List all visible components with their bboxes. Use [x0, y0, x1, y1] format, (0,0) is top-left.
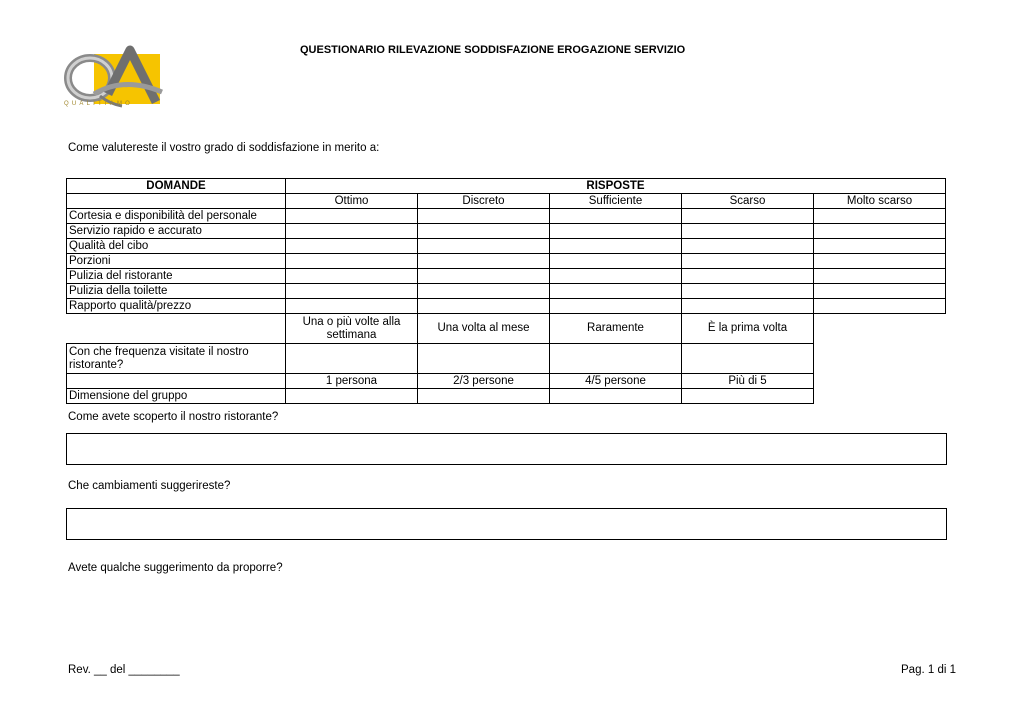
- question-label: Rapporto qualità/prezzo: [67, 299, 286, 314]
- table-row: [67, 239, 946, 254]
- answer-cell[interactable]: [814, 209, 946, 224]
- rating-label: Molto scarso: [814, 194, 946, 209]
- rating-label: Ottimo: [286, 194, 418, 209]
- answer-cell[interactable]: [418, 299, 550, 314]
- rating-label: Sufficiente: [550, 194, 682, 209]
- answer-cell[interactable]: [286, 389, 418, 404]
- discovery-question: Come avete scoperto il nostro ristorante?: [68, 411, 279, 423]
- answer-cell[interactable]: [418, 239, 550, 254]
- answer-cell[interactable]: [418, 254, 550, 269]
- table-row: [67, 299, 946, 314]
- answer-cell[interactable]: [550, 299, 682, 314]
- table-row: [67, 269, 946, 284]
- answer-cell[interactable]: [550, 269, 682, 284]
- answer-cell[interactable]: [286, 299, 418, 314]
- intro-text: Come valutereste il vostro grado di soddisfazione in merito a:: [68, 142, 380, 154]
- answer-cell[interactable]: [286, 269, 418, 284]
- answer-cell[interactable]: [814, 224, 946, 239]
- frequency-option: È la prima volta: [682, 314, 814, 344]
- changes-question: Che cambiamenti suggerireste?: [68, 480, 231, 492]
- answer-cell[interactable]: [286, 284, 418, 299]
- answer-cell[interactable]: [682, 284, 814, 299]
- suggestion-question: Avete qualche suggerimento da proporre?: [68, 562, 283, 574]
- ratings-row: [67, 194, 946, 209]
- answer-cell[interactable]: [550, 389, 682, 404]
- page-number: Pag. 1 di 1: [901, 664, 956, 676]
- answer-cell[interactable]: [418, 269, 550, 284]
- answer-cell[interactable]: [550, 344, 682, 374]
- logo-wordmark: QUALITIAMO: [64, 101, 134, 107]
- answer-cell[interactable]: [418, 284, 550, 299]
- frequency-options-row: [67, 314, 946, 344]
- answer-cell[interactable]: [682, 269, 814, 284]
- answer-cell[interactable]: [550, 239, 682, 254]
- answer-cell[interactable]: [814, 299, 946, 314]
- revision-label: Rev. __ del ________: [68, 664, 180, 676]
- answer-cell[interactable]: [286, 344, 418, 374]
- answer-cell[interactable]: [682, 389, 814, 404]
- table-row: [67, 284, 946, 299]
- group-option: Più di 5: [682, 374, 814, 389]
- answer-cell[interactable]: [814, 269, 946, 284]
- question-label: Dimensione del gruppo: [67, 389, 286, 404]
- table-row: [67, 254, 946, 269]
- question-label: Qualità del cibo: [67, 239, 286, 254]
- answer-cell[interactable]: [550, 254, 682, 269]
- frequency-option: Una volta al mese: [418, 314, 550, 344]
- answer-cell[interactable]: [550, 224, 682, 239]
- rating-label: Scarso: [682, 194, 814, 209]
- answer-cell[interactable]: [286, 254, 418, 269]
- answer-cell[interactable]: [814, 284, 946, 299]
- answer-cell[interactable]: [286, 209, 418, 224]
- answer-cell[interactable]: [682, 209, 814, 224]
- discovery-answer-box[interactable]: [66, 433, 947, 465]
- group-option: 1 persona: [286, 374, 418, 389]
- satisfaction-table: [66, 178, 946, 404]
- document-title: QUESTIONARIO RILEVAZIONE SODDISFAZIONE EROGAZIONE SERVIZIO: [300, 44, 686, 56]
- answer-cell[interactable]: [550, 209, 682, 224]
- answer-cell[interactable]: [682, 224, 814, 239]
- question-label: Pulizia della toilette: [67, 284, 286, 299]
- frequency-row: [67, 344, 946, 374]
- answer-cell[interactable]: [418, 224, 550, 239]
- answer-cell[interactable]: [418, 344, 550, 374]
- question-label: Cortesia e disponibilità del personale: [67, 209, 286, 224]
- table-header-row: [67, 179, 946, 194]
- answer-cell[interactable]: [682, 254, 814, 269]
- answer-cell[interactable]: [814, 239, 946, 254]
- frequency-option: Una o più volte alla settimana: [286, 314, 418, 344]
- group-option: 2/3 persone: [418, 374, 550, 389]
- header-questions: DOMANDE: [67, 179, 286, 194]
- group-row: [67, 389, 946, 404]
- question-label: Pulizia del ristorante: [67, 269, 286, 284]
- answer-cell[interactable]: [682, 239, 814, 254]
- answer-cell[interactable]: [682, 299, 814, 314]
- changes-answer-box[interactable]: [66, 508, 947, 540]
- answer-cell[interactable]: [418, 389, 550, 404]
- answer-cell[interactable]: [286, 239, 418, 254]
- question-label: Con che frequenza visitate il nostro ristorante?: [67, 344, 286, 374]
- frequency-option: Raramente: [550, 314, 682, 344]
- answer-cell[interactable]: [550, 284, 682, 299]
- answer-cell[interactable]: [682, 344, 814, 374]
- table-row: [67, 224, 946, 239]
- group-options-row: [67, 374, 946, 389]
- group-option: 4/5 persone: [550, 374, 682, 389]
- table-row: [67, 209, 946, 224]
- header-answers: RISPOSTE: [286, 179, 946, 194]
- answer-cell[interactable]: [418, 209, 550, 224]
- answer-cell[interactable]: [286, 224, 418, 239]
- rating-label: Discreto: [418, 194, 550, 209]
- answer-cell[interactable]: [814, 254, 946, 269]
- question-label: Servizio rapido e accurato: [67, 224, 286, 239]
- question-label: Porzioni: [67, 254, 286, 269]
